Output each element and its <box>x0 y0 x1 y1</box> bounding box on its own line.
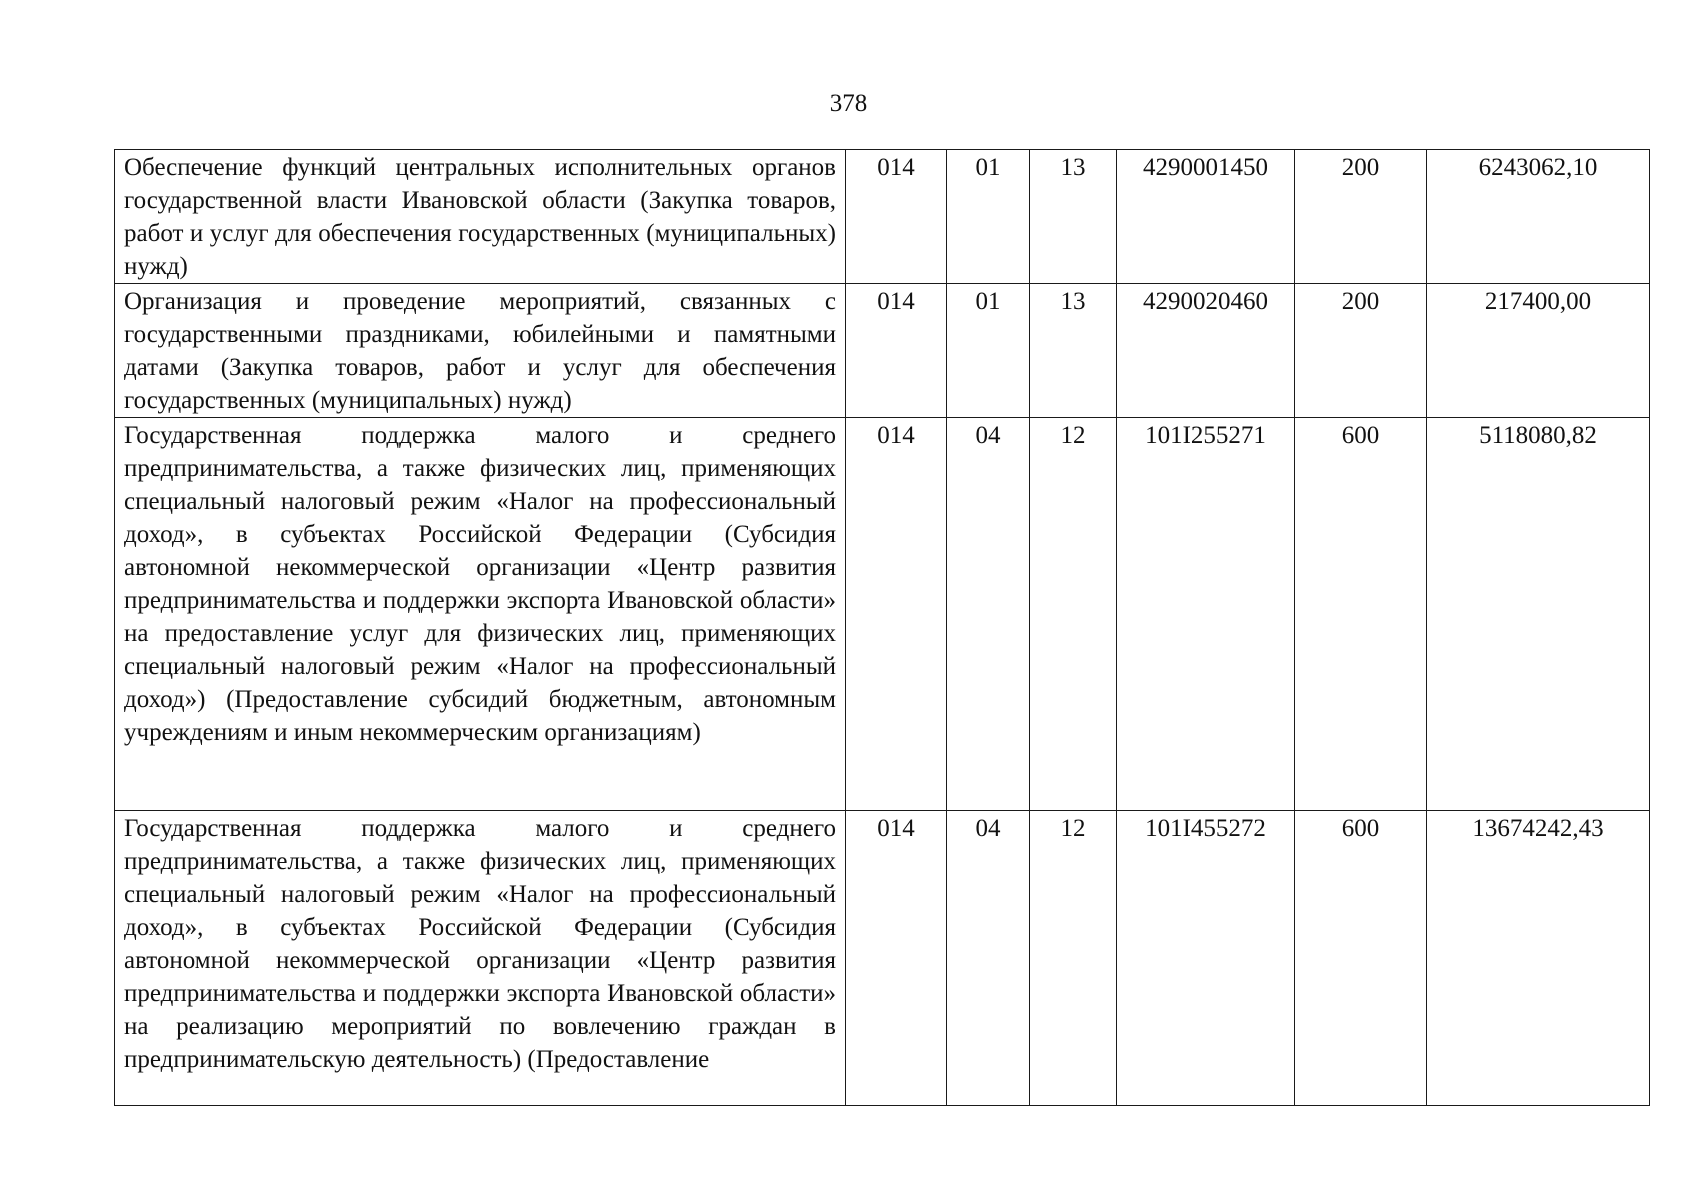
row-description: Обеспечение функций центральных исполнительных органов государственной власти Ивановской области (Закупка товаров, работ и услуг для обеспечения государственных (муниципальных) нужд) <box>115 150 846 284</box>
row-description: Государственная поддержка малого и среднего предпринимательства, а также физических лиц, применяющих специальный налоговый режим «Налог на профессиональный доход», в субъектах Российской Федерации (Субсидия автономной некоммерческой организации «Центр развития предпринимательства и поддержки экспорта Ивановской области» на реализацию мероприятий по вовлечению граждан в предпринимательскую деятельность) (Предоставление <box>115 811 846 1106</box>
row-description: Государственная поддержка малого и среднего предпринимательства, а также физических лиц, применяющих специальный налоговый режим «Налог на профессиональный доход», в субъектах Российской Федерации (Субсидия автономной некоммерческой организации «Центр развития предпринимательства и поддержки экспорта Ивановской области» на предоставление услуг для физических лиц, применяющих специальный налоговый режим «Налог на профессиональный доход») (Предоставление субсидий бюджетным, автономным учреждениям и иным некоммерческим организациям) <box>115 418 846 811</box>
ministry-code: 014 <box>846 811 947 1106</box>
subsection-code: 13 <box>1030 284 1117 418</box>
ministry-code: 014 <box>846 150 947 284</box>
expense-type-code: 600 <box>1295 811 1427 1106</box>
table-row <box>115 811 1650 1106</box>
section-code: 01 <box>947 284 1030 418</box>
amount-value: 5118080,82 <box>1427 418 1650 811</box>
section-code: 04 <box>947 418 1030 811</box>
target-article-code: 101I455272 <box>1117 811 1295 1106</box>
subsection-code: 13 <box>1030 150 1117 284</box>
subsection-code: 12 <box>1030 811 1117 1106</box>
expense-type-code: 200 <box>1295 150 1427 284</box>
subsection-code: 12 <box>1030 418 1117 811</box>
amount-value: 6243062,10 <box>1427 150 1650 284</box>
table-row <box>115 284 1650 418</box>
page-number: 378 <box>829 90 868 117</box>
section-code: 04 <box>947 811 1030 1106</box>
expense-type-code: 200 <box>1295 284 1427 418</box>
target-article-code: 101I255271 <box>1117 418 1295 811</box>
target-article-code: 4290001450 <box>1117 150 1295 284</box>
amount-value: 217400,00 <box>1427 284 1650 418</box>
expense-type-code: 600 <box>1295 418 1427 811</box>
table-row <box>115 418 1650 811</box>
section-code: 01 <box>947 150 1030 284</box>
row-description: Организация и проведение мероприятий, связанных с государственными праздниками, юбилейными и памятными датами (Закупка товаров, работ и услуг для обеспечения государственных (муниципальных) нужд) <box>115 284 846 418</box>
target-article-code: 4290020460 <box>1117 284 1295 418</box>
ministry-code: 014 <box>846 284 947 418</box>
budget-table <box>114 149 1650 1106</box>
amount-value: 13674242,43 <box>1427 811 1650 1106</box>
table-row <box>115 150 1650 284</box>
ministry-code: 014 <box>846 418 947 811</box>
